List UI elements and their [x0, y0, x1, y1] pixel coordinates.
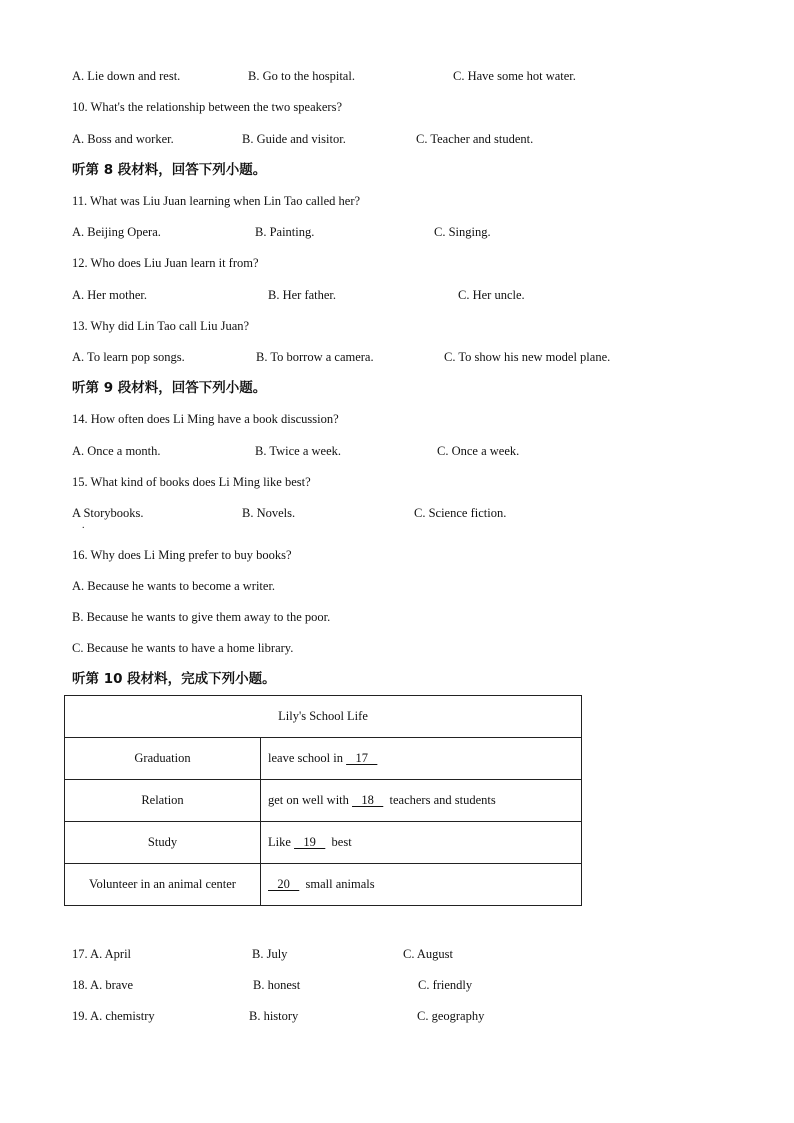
q12-option-a: A. Her mother. — [72, 288, 147, 302]
q11-option-c: C. Singing. — [434, 225, 491, 239]
blank-17: 17 — [346, 751, 378, 765]
section-9-heading: 听第 9 段材料，回答下列小题。 — [72, 380, 267, 396]
row-value-relation — [261, 780, 582, 822]
q13-option-b: B. To borrow a camera. — [256, 350, 374, 364]
row-value-graduation — [261, 738, 582, 780]
q16-option-c: C. Because he wants to have a home library. — [72, 641, 294, 655]
value-pre: Like — [268, 835, 295, 849]
table-title: Lily's School Life — [65, 696, 582, 738]
q19-option-b: B. history — [249, 1009, 299, 1023]
q15-option-b: B. Novels. — [242, 506, 296, 520]
q18-option-c: C. friendly — [418, 978, 473, 992]
q11-option-a: A. Beijing Opera. — [72, 225, 161, 239]
value-post: best — [325, 835, 352, 849]
q17-option-c: C. August — [403, 947, 454, 961]
q15-option-a: A Storybooks. — [72, 506, 144, 520]
row-key-graduation: Graduation — [65, 738, 261, 780]
q17-option-b: B. July — [252, 947, 288, 961]
value-post: small animals — [299, 877, 375, 891]
q12-option-c: C. Her uncle. — [458, 288, 525, 302]
table-row — [65, 738, 582, 780]
q15-stem: 15. What kind of books does Li Ming like best? — [72, 475, 311, 489]
q14-option-c: C. Once a week. — [437, 444, 520, 458]
q13-option-c: C. To show his new model plane. — [444, 350, 611, 364]
q12-stem: 12. Who does Liu Juan learn it from? — [72, 256, 259, 270]
q14-option-b: B. Twice a week. — [255, 444, 342, 458]
blank-18: 18 — [352, 793, 384, 807]
q19-option-c: C. geography — [417, 1009, 485, 1023]
q18-option-b: B. honest — [253, 978, 301, 992]
q9-option-c: C. Have some hot water. — [453, 69, 576, 83]
stray-mark: . — [82, 520, 85, 531]
table-row — [65, 864, 582, 906]
row-value-volunteer — [261, 864, 582, 906]
table-row — [65, 822, 582, 864]
q16-stem: 16. Why does Li Ming prefer to buy books? — [72, 548, 292, 562]
row-key-relation: Relation — [65, 780, 261, 822]
q9-option-a: A. Lie down and rest. — [72, 69, 181, 83]
table-row — [65, 780, 582, 822]
table-title-row — [65, 696, 582, 738]
q16-option-a: A. Because he wants to become a writer. — [72, 579, 276, 593]
q12-option-b: B. Her father. — [268, 288, 337, 302]
q11-option-b: B. Painting. — [255, 225, 315, 239]
school-life-table — [64, 695, 582, 906]
q10-option-c: C. Teacher and student. — [416, 132, 534, 146]
value-pre: leave school in — [268, 751, 347, 765]
q14-stem: 14. How often does Li Ming have a book discussion? — [72, 412, 339, 426]
q17-option-a: 17. A. April — [72, 947, 132, 961]
q19-option-a: 19. A. chemistry — [72, 1009, 155, 1023]
row-key-study: Study — [65, 822, 261, 864]
value-post: teachers and students — [383, 793, 496, 807]
q13-stem: 13. Why did Lin Tao call Liu Juan? — [72, 319, 250, 333]
q9-option-b: B. Go to the hospital. — [248, 69, 355, 83]
q10-option-a: A. Boss and worker. — [72, 132, 174, 146]
q14-option-a: A. Once a month. — [72, 444, 161, 458]
q13-option-a: A. To learn pop songs. — [72, 350, 185, 364]
value-pre: get on well with — [268, 793, 353, 807]
blank-20: 20 — [268, 877, 300, 891]
q10-stem: 10. What's the relationship between the two speakers? — [72, 100, 342, 114]
row-value-study — [261, 822, 582, 864]
q10-option-b: B. Guide and visitor. — [242, 132, 346, 146]
section-8-heading: 听第 8 段材料，回答下列小题。 — [72, 162, 267, 178]
blank-19: 19 — [294, 835, 326, 849]
q16-option-b: B. Because he wants to give them away to the poor. — [72, 610, 331, 624]
q15-option-c: C. Science fiction. — [414, 506, 507, 520]
q18-option-a: 18. A. brave — [72, 978, 134, 992]
row-key-volunteer: Volunteer in an animal center — [65, 864, 261, 906]
q11-stem: 11. What was Liu Juan learning when Lin Tao called her? — [72, 194, 361, 208]
section-10-heading: 听第 10 段材料，完成下列小题。 — [72, 671, 276, 687]
